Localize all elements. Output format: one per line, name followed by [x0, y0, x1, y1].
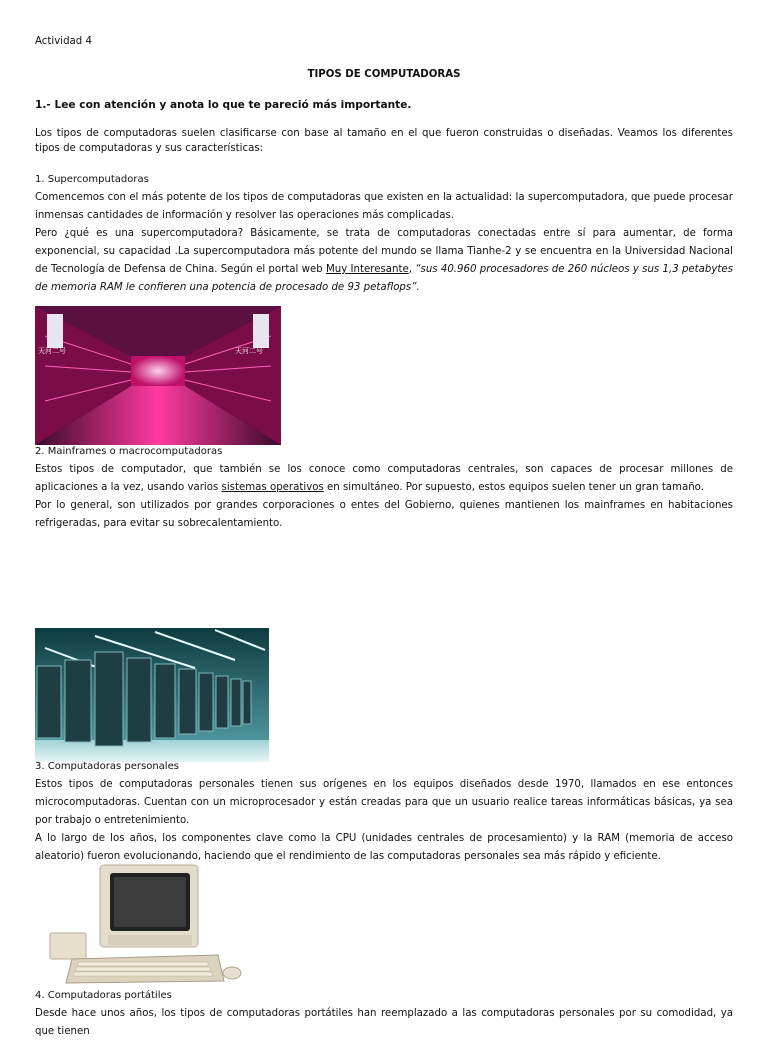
muy-interesante-link[interactable]: Muy Interesante [325, 264, 409, 275]
sistemas-operativos-link[interactable]: sistemas operativos [221, 482, 324, 493]
page-title: TIPOS DE COMPUTADORAS [307, 69, 461, 80]
mainframe-image [35, 628, 269, 762]
paragraph-text: Estos tipos de computador, que también se los conoce como computadoras centrales, son capaces de procesar millones de aplicaciones a la vez, usando varios [35, 464, 733, 493]
supercomputer-image [35, 306, 281, 445]
paragraph: Por lo general, son utilizados por grandes corporaciones o entes del Gobierno, quienes mantienen los mainframes en habitaciones refrigeradas, para evitar su sobrecalentamiento. [35, 500, 733, 529]
sign-left: 天河二号 [38, 347, 66, 355]
paragraph: Comencemos con el más potente de los tipos de computadoras que existen en la actualidad: la supercomputadora, que puede procesar inmensas cantidades de información y resolver las operaciones más complicadas. [35, 192, 733, 221]
instruction: 1.- Lee con atención y anota lo que te pareció más importante. [35, 99, 412, 111]
section-heading: 4. Computadoras portátiles [35, 990, 172, 1001]
section-heading: 3. Computadoras personales [35, 761, 179, 772]
paragraph-text: Pero ¿qué es una supercomputadora? Básicamente, se trata de computadoras conectadas entre sí para aumentar, de forma exponencial, su capacidad .La supercomputadora más potente del mundo se llama Tianhe-2 y se encuentra en la Universidad Nacional de Tecnología de Defensa de China. Según el portal web [35, 228, 733, 275]
sign-right: 天河二号 [235, 347, 263, 355]
paragraph [35, 225, 733, 297]
section-supercomputadoras [35, 171, 733, 297]
activity-label: Actividad 4 [35, 36, 92, 47]
paragraph: Estos tipos de computadoras personales tienen sus orígenes en los equipos diseñados desde 1970, llamados en ese entonces microcomputadoras. Cuentan con un microprocesador y están creadas para que un usuario realice tareas informáticas básicas, ya sea por trabajo o entretenimiento. [35, 779, 733, 826]
section-heading: 1. Supercomputadoras [35, 174, 149, 185]
paragraph [35, 461, 733, 497]
personal-computer-image [48, 863, 248, 985]
paragraph-text: en simultáneo. Por supuesto, estos equipos suelen tener un gran tamaño. [323, 482, 704, 493]
section-mainframes [35, 443, 733, 533]
paragraph-text: , [408, 264, 416, 275]
paragraph: A lo largo de los años, los componentes clave como la CPU (unidades centrales de procesamiento) y la RAM (memoria de acceso aleatorio) fueron evolucionando, haciendo que el rendimiento de las computadoras personales sea más rápido y eficiente. [35, 833, 733, 862]
quote: “sus 40.960 procesadores de 260 núcleos y sus 1,3 petabytes de memoria RAM le confieren una potencia de procesado de 93 petaflops”. [35, 264, 733, 293]
intro-paragraph: Los tipos de computadoras suelen clasificarse con base al tamaño en el que fueron construidas o diseñadas. Veamos los diferentes tipos de computadoras y sus características: [35, 128, 733, 154]
paragraph: Desde hace unos años, los tipos de computadoras portátiles han reemplazado a las computadoras personales por su comodidad, ya que tienen [35, 1008, 733, 1037]
section-computadoras-portatiles [35, 987, 733, 1041]
section-heading: 2. Mainframes o macrocomputadoras [35, 446, 223, 457]
section-computadoras-personales [35, 758, 733, 866]
